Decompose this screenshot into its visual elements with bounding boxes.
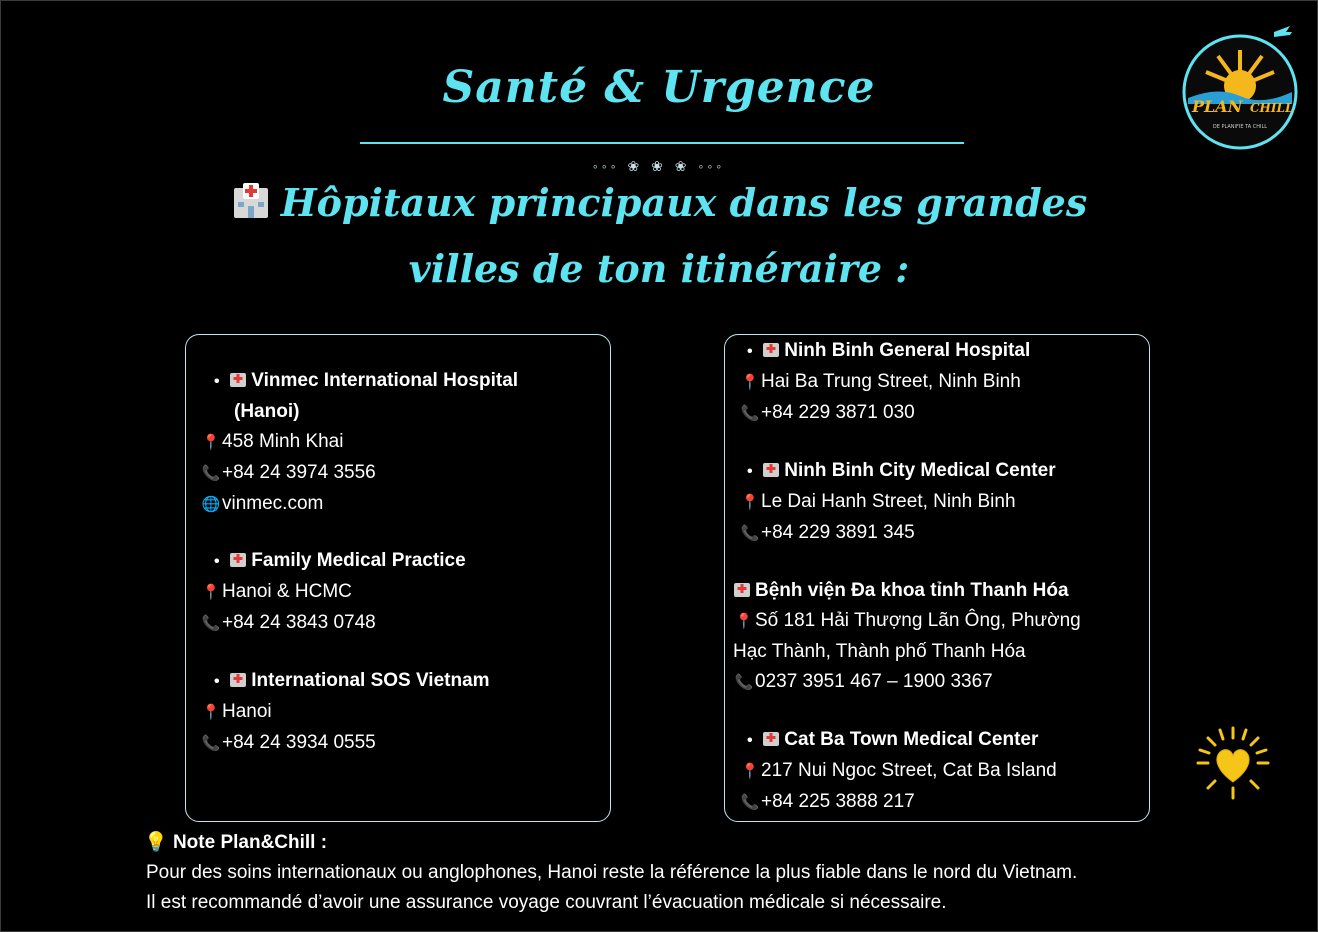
hospital-website[interactable]: 🌐vinmec.com [200,489,518,520]
hospital-entry-ninh-binh-general [739,336,1030,429]
note-title: 💡 Note Plan&Chill : [144,832,328,853]
hospital-name: • Ninh Binh City Medical Center [747,460,1056,481]
heart-sun-icon [1196,726,1270,800]
hospital-address: 📍Le Dai Hanh Street, Ninh Binh [739,487,1056,518]
hospital-icon [733,580,751,598]
hospital-icon [231,180,271,220]
hospital-icon [229,670,247,688]
subtitle-line-2: villes de ton itinéraire : [408,246,910,291]
pin-icon: 📍 [740,494,760,511]
note-line-1: Pour des soins internationaux ou anglophones, Hanoi reste la référence la plus fiable dans le nord du Vietnam. [146,862,1078,883]
hospital-name: • Family Medical Practice [214,550,466,571]
hospital-icon [762,340,780,358]
hospital-address: 📍Hai Ba Trung Street, Ninh Binh [739,367,1030,398]
hospital-phone: 📞+84 24 3974 3556 [200,458,518,489]
pin-icon: 📍 [201,434,221,451]
phone-icon: 📞 [734,674,754,691]
note-line-2: Il est recommandé d’avoir une assurance voyage couvrant l’évacuation médicale si nécessaire. [146,892,947,913]
svg-text:PLAN: PLAN [1192,97,1243,116]
phone-icon: 📞 [740,794,760,811]
hospital-icon [762,460,780,478]
hospital-name: Bệnh viện Đa khoa tỉnh Thanh Hóa [733,576,1081,606]
svg-text:CHILL: CHILL [1250,101,1294,115]
subtitle-line-1: Hôpitaux principaux dans les grandes [280,180,1088,225]
hospital-phone: 📞+84 225 3888 217 [739,787,1057,818]
hospital-icon [229,370,247,388]
hospital-name: • Cat Ba Town Medical Center [747,729,1039,750]
note-text [146,858,1077,918]
phone-icon: 📞 [740,525,760,542]
pin-icon: 📍 [740,763,760,780]
pin-icon: 📍 [201,584,221,601]
hospital-icon [762,729,780,747]
hospital-name: • Vinmec International Hospital [214,370,519,391]
hospital-entry-ninh-binh-city [739,456,1056,549]
hospital-entry-international-sos [200,666,490,759]
phone-icon: 📞 [740,405,760,422]
hospital-phone: 📞0237 3951 467 – 1900 3367 [733,667,1081,698]
hospital-phone: 📞+84 24 3934 0555 [200,728,490,759]
hospital-name: • Ninh Binh General Hospital [747,340,1031,361]
hospital-name-cont: (Hanoi) [234,401,300,422]
hospital-address: 📍458 Minh Khai [200,427,518,458]
hospital-phone: 📞+84 229 3871 030 [739,398,1030,429]
hospital-entry-cat-ba [739,725,1057,818]
hospital-address: 📍217 Nui Ngoc Street, Cat Ba Island [739,756,1057,787]
hospital-phone: 📞+84 24 3843 0748 [200,608,466,639]
hospital-address: 📍Hanoi & HCMC [200,577,466,608]
hospital-address-cont: Hạc Thành, Thành phố Thanh Hóa [733,641,1026,662]
pin-icon: 📍 [201,704,221,721]
phone-icon: 📞 [201,615,221,632]
hospital-address: 📍Số 181 Hải Thượng Lãn Ông, Phường [733,606,1081,637]
phone-icon: 📞 [201,465,221,482]
page-subtitle [0,170,1318,302]
svg-text:DE PLANIFIE TA CHILL: DE PLANIFIE TA CHILL [1212,124,1268,130]
title-divider [360,142,964,144]
pin-icon: 📍 [734,613,754,630]
hospital-entry-vinmec [200,366,518,520]
hospital-icon [229,550,247,568]
hospital-name: • International SOS Vietnam [214,670,490,691]
hospital-entry-thanh-hoa [733,576,1081,698]
hospital-entry-family-medical [200,546,466,639]
pin-icon: 📍 [740,374,760,391]
shell-ornament: ◦◦◦ ❀ ❀ ❀ ◦◦◦ [592,158,726,174]
globe-icon: 🌐 [201,496,221,513]
phone-icon: 📞 [201,735,221,752]
lightbulb-icon: 💡 [144,832,168,853]
hospital-address: 📍Hanoi [200,697,490,728]
page-title: Santé & Urgence [442,62,876,113]
hospital-phone: 📞+84 229 3891 345 [739,518,1056,549]
